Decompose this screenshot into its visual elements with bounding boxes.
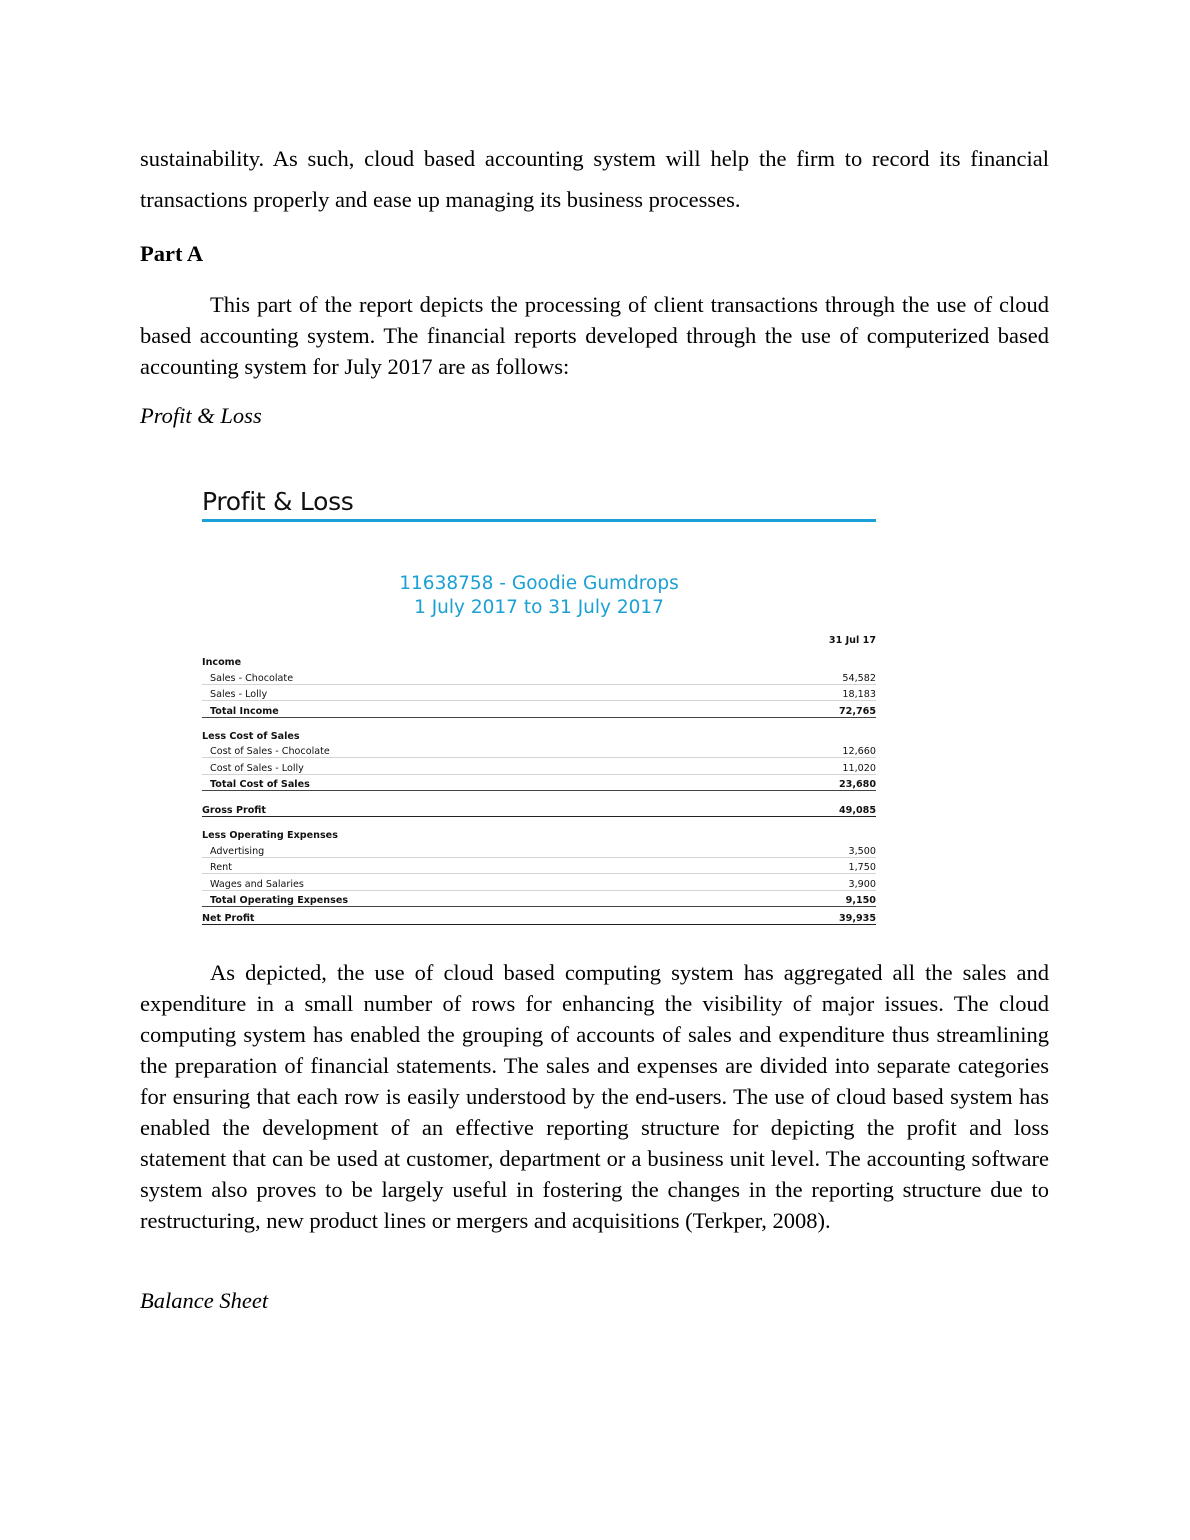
section-label: Income bbox=[202, 657, 242, 668]
total-row bbox=[202, 774, 876, 791]
column-header-row bbox=[202, 632, 876, 652]
total-value: 23,680 bbox=[712, 774, 876, 791]
total-label: Total Cost of Sales bbox=[202, 774, 712, 791]
section-label: Less Operating Expenses bbox=[202, 830, 338, 841]
report-company: 11638758 - Goodie Gumdrops bbox=[399, 573, 679, 594]
section-cost-of-sales bbox=[202, 726, 876, 742]
profit-loss-report bbox=[202, 485, 876, 925]
net-profit-label: Net Profit bbox=[202, 907, 712, 925]
report-title: Profit & Loss bbox=[202, 487, 354, 516]
report-period: 1 July 2017 to 31 July 2017 bbox=[414, 597, 664, 618]
caption-profit-loss: Profit & Loss bbox=[140, 403, 262, 428]
gross-profit-value: 49,085 bbox=[712, 799, 876, 817]
row-value: 54,582 bbox=[712, 668, 876, 684]
table-row bbox=[202, 684, 876, 701]
row-label: Cost of Sales - Chocolate bbox=[202, 742, 712, 758]
row-value: 12,660 bbox=[712, 742, 876, 758]
total-row bbox=[202, 890, 876, 907]
total-row bbox=[202, 701, 876, 718]
section-income bbox=[202, 652, 876, 668]
row-value: 11,020 bbox=[712, 758, 876, 775]
table-row bbox=[202, 742, 876, 758]
total-value: 9,150 bbox=[712, 890, 876, 907]
row-value: 1,750 bbox=[712, 857, 876, 874]
row-label: Cost of Sales - Lolly bbox=[202, 758, 712, 775]
intro-paragraph: sustainability. As such, cloud based accounting system will help the firm to record its financial transactions properly and ease up managing its business processes. bbox=[140, 146, 1049, 212]
report-header bbox=[202, 572, 876, 620]
part-a-paragraph: This part of the report depicts the processing of client transactions through the use of cloud based accounting system. The financial reports developed through the use of computerized based accounting system for July 2017 are as follows: bbox=[140, 292, 1049, 379]
table-row bbox=[202, 874, 876, 891]
body-paragraph: As depicted, the use of cloud based computing system has aggregated all the sales and expenditure in a small number of rows for enhancing the visibility of major issues. The cloud computing system has enabled the grouping of accounts of sales and expenditure thus streamlining the preparation of financial statements. The sales and expenses are divided into separate categories for ensuring that each row is easily understood by the end-users. The use of cloud based system has enabled the development of an effective reporting structure for depicting the profit and loss statement that can be used at customer, department or a business unit level. The accounting software system also proves to be largely useful in fostering the changes in the reporting structure due to restructuring, new product lines or mergers and acquisitions (Terkper, 2008). bbox=[140, 960, 1049, 1233]
heading-part-a: Part A bbox=[140, 241, 204, 266]
caption-balance-sheet: Balance Sheet bbox=[140, 1288, 269, 1313]
table-row bbox=[202, 668, 876, 684]
row-label: Advertising bbox=[202, 841, 712, 857]
column-header: 31 Jul 17 bbox=[828, 635, 876, 646]
report-title-rule bbox=[202, 519, 876, 522]
table-row bbox=[202, 758, 876, 775]
gross-profit-row bbox=[202, 799, 876, 817]
total-value: 72,765 bbox=[712, 701, 876, 718]
total-label: Total Operating Expenses bbox=[202, 890, 712, 907]
row-label: Rent bbox=[202, 857, 712, 874]
section-operating-expenses bbox=[202, 825, 876, 841]
row-value: 3,900 bbox=[712, 874, 876, 891]
table-row bbox=[202, 857, 876, 874]
row-value: 18,183 bbox=[712, 684, 876, 701]
total-label: Total Income bbox=[202, 701, 712, 718]
row-label: Sales - Chocolate bbox=[202, 668, 712, 684]
row-value: 3,500 bbox=[712, 841, 876, 857]
table-row bbox=[202, 841, 876, 857]
net-profit-row bbox=[202, 907, 876, 925]
report-table bbox=[202, 632, 876, 925]
row-label: Wages and Salaries bbox=[202, 874, 712, 891]
gross-profit-label: Gross Profit bbox=[202, 799, 712, 817]
row-label: Sales - Lolly bbox=[202, 684, 712, 701]
net-profit-value: 39,935 bbox=[712, 907, 876, 925]
section-label: Less Cost of Sales bbox=[202, 730, 300, 742]
